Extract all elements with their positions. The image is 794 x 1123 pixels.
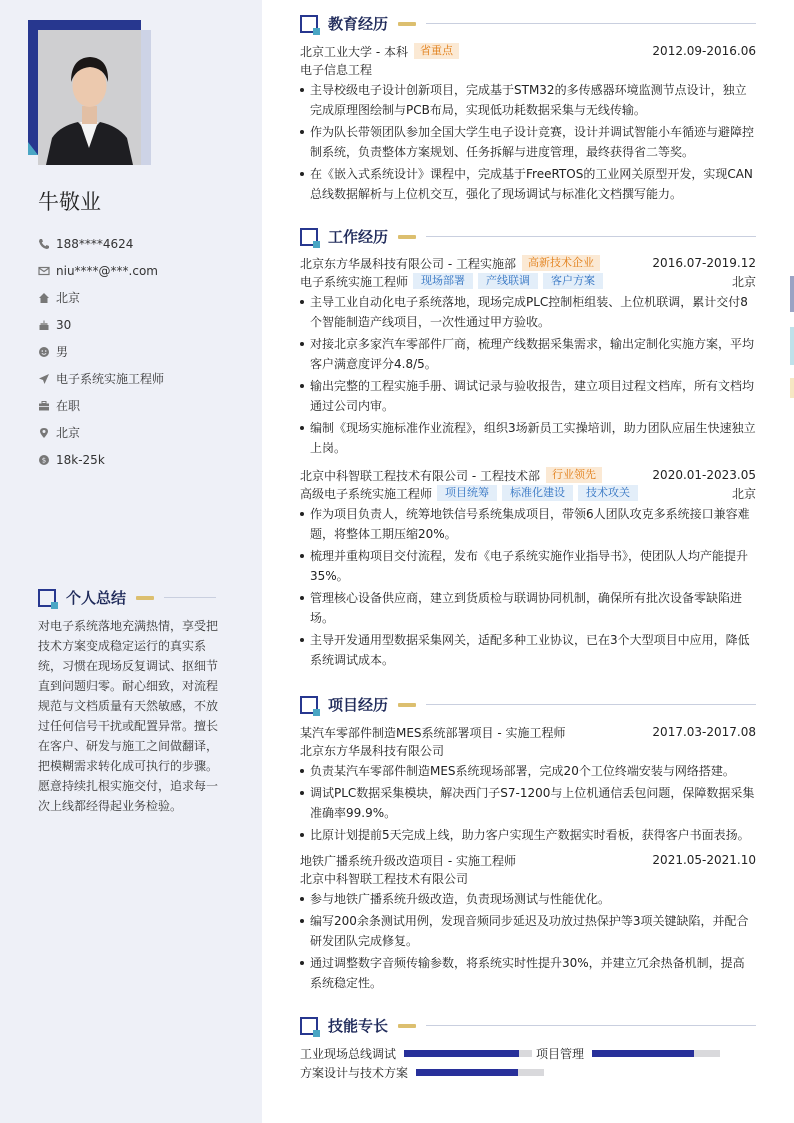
- skills-header: [300, 1015, 756, 1036]
- job-role-row: [300, 484, 756, 502]
- skill-name: 项目管理: [536, 1046, 585, 1061]
- mail-icon: [38, 265, 50, 277]
- skills-list: [300, 1044, 756, 1081]
- section-gold-bar: [398, 235, 416, 239]
- education-bullets: [300, 80, 756, 204]
- info-email: [38, 257, 248, 284]
- skill-bar: [416, 1069, 544, 1076]
- list-item: 参与地铁广播系统升级改造，负责现场测试与性能优化。: [300, 889, 756, 909]
- list-item: 对接北京多家汽车零部件厂商，梳理产线数据采集需求，输出定制化实施方案，平均客户满意度评分4.8/5。: [300, 334, 756, 374]
- info-status: [38, 392, 248, 419]
- section-divider: [426, 1025, 756, 1026]
- skill-bar-fill: [404, 1050, 519, 1057]
- section-gold-bar: [398, 1024, 416, 1028]
- skill-name: 方案设计与技术方案: [300, 1065, 409, 1080]
- skill-item: [300, 1044, 532, 1062]
- section-divider: [426, 236, 756, 237]
- job-company: 北京东方华晟科技有限公司 - 工程实施部: [300, 256, 516, 271]
- info-location: [38, 284, 248, 311]
- info-phone-text: 188****4624: [56, 236, 134, 251]
- project-date: 2021.05-2021.10: [652, 853, 756, 867]
- info-target-city-text: 北京: [56, 426, 81, 440]
- education-major: 电子信息工程: [300, 62, 373, 77]
- skill-name: 工业现场总线调试: [300, 1046, 397, 1061]
- section-square-icon: [38, 589, 56, 607]
- list-item: 编制《现场实施标准作业流程》，组织3场新员工实操培训，助力团队应届生快速独立上岗。: [300, 418, 756, 458]
- summary-header: [38, 587, 222, 608]
- info-phone: [38, 230, 248, 257]
- list-item: 作为队长带领团队参加全国大学生电子设计竞赛，设计并调试智能小车循迹与避障控制系统，负责整体方案规划、任务拆解与进度管理，最终获得省二等奖。: [300, 122, 756, 162]
- job-skill-tag: 技术攻关: [578, 485, 638, 501]
- list-item: 调试PLC数据采集模块，解决西门子S7-1200与上位机通信丢包问题，保障数据采集准确率99.9%。: [300, 783, 756, 823]
- job-header-row: [300, 254, 756, 272]
- list-item: 管理核心设备供应商，建立到货质检与联调协同机制，确保所有批次设备零缺陷进场。: [300, 588, 756, 628]
- projects-title: 项目经历: [328, 696, 389, 714]
- job-role: 电子系统实施工程师: [300, 274, 409, 289]
- job-role: 高级电子系统实施工程师: [300, 486, 433, 501]
- section-gold-bar: [136, 596, 154, 600]
- sidebar: [0, 0, 262, 1123]
- photo-frame-triangle: [28, 142, 38, 155]
- project-header-row: [300, 851, 756, 869]
- job-company: 北京中科智联工程技术有限公司 - 工程技术部: [300, 468, 540, 483]
- section-square-icon: [300, 696, 318, 714]
- project-company: 北京东方华晟科技有限公司: [300, 743, 445, 758]
- summary-title: 个人总结: [66, 589, 127, 607]
- project-entry-2: [300, 851, 756, 995]
- project-bullets: [300, 889, 756, 993]
- work-title: 工作经历: [328, 228, 389, 246]
- education-date: 2012.09-2016.06: [652, 44, 756, 58]
- info-position: [38, 365, 248, 392]
- skill-bar: [404, 1050, 532, 1057]
- list-item: 通过调整数字音频传输参数，将系统实时性提升30%，并建立冗余热备机制，提高系统稳定性。: [300, 953, 756, 993]
- summary-text: 对电子系统落地充满热情，享受把技术方案变成稳定运行的真实系统，习惯在现场反复调试、抠细节直到问题归零。耐心细致，对流程规范与文档质量有天然敏感，不放过任何信号干扰或配置异常。擅长在客户、研发与施工之间做翻译，把模糊需求转化成可执行的步骤。愿意持续扎根实施交付，追求每一次上线都经得起业务检验。: [38, 619, 219, 813]
- skills-title: 技能专长: [328, 1017, 389, 1035]
- education-tag: 省重点: [414, 43, 459, 59]
- section-gold-bar: [398, 22, 416, 26]
- info-target-city: [38, 419, 248, 446]
- section-square-icon: [300, 15, 318, 33]
- work-header: [300, 226, 756, 247]
- svg-text:$: $: [41, 456, 47, 465]
- education-header: [300, 13, 756, 34]
- list-item: 在《嵌入式系统设计》课程中，完成基于FreeRTOS的工业网关原型开发，实现CAN总线数据解析与上位机交互，强化了现场调试与标准化文档撰写能力。: [300, 164, 756, 204]
- smiley-icon: [38, 346, 50, 358]
- project-header-row: [300, 723, 756, 741]
- project-company: 北京中科智联工程技术有限公司: [300, 871, 469, 886]
- job-header-row: [300, 466, 756, 484]
- map-pin-icon: [38, 427, 50, 439]
- edge-mark-blue: [790, 276, 794, 312]
- education-school: 北京工业大学 - 本科: [300, 44, 408, 59]
- list-item: 梳理并重构项目交付流程，发布《电子系统实施作业指导书》，使团队人均产能提升35%。: [300, 546, 756, 586]
- info-gender-text: 男: [56, 345, 69, 359]
- education-major-row: [300, 60, 756, 78]
- skill-bar-fill: [416, 1069, 518, 1076]
- work-entry-2: [300, 466, 756, 672]
- info-salary: [38, 446, 248, 473]
- avatar: [38, 30, 141, 165]
- project-company-row: [300, 741, 756, 759]
- project-bullets: [300, 761, 756, 845]
- job-bullets: [300, 504, 756, 670]
- section-square-icon: [300, 228, 318, 246]
- info-gender: [38, 338, 248, 365]
- info-position-text: 电子系统实施工程师: [56, 372, 165, 386]
- contact-info: [38, 230, 248, 473]
- project-date: 2017.03-2017.08: [652, 725, 756, 739]
- list-item: 主导开发通用型数据采集网关，适配多种工业协议，已在3个大型项目中应用，降低系统调试成本。: [300, 630, 756, 670]
- project-entry-1: [300, 723, 756, 847]
- list-item: 编写200余条测试用例，发现音频同步延迟及功放过热保护等3项关键缺陷，并配合研发团队完成修复。: [300, 911, 756, 951]
- list-item: 主导校级电子设计创新项目，完成基于STM32的多传感器环境监测节点设计，独立完成原理图绘制与PCB布局，实现低功耗数据采集与无线传输。: [300, 80, 756, 120]
- info-email-text: niu****@***.com: [56, 263, 158, 278]
- job-role-row: [300, 272, 756, 290]
- job-city: 北京: [731, 274, 756, 289]
- education-entry: [300, 42, 756, 206]
- job-date: 2020.01-2023.05: [652, 468, 756, 482]
- info-age-text: 30: [56, 317, 72, 332]
- job-bullets: [300, 292, 756, 458]
- skill-item: [536, 1044, 720, 1062]
- job-date: 2016.07-2019.12: [652, 256, 756, 270]
- work-entry-1: [300, 254, 756, 460]
- info-salary-text: 18k-25k: [56, 452, 105, 467]
- job-city: 北京: [731, 486, 756, 501]
- info-status-text: 在职: [56, 399, 81, 413]
- section-gold-bar: [398, 703, 416, 707]
- edge-mark-gold: [790, 378, 794, 398]
- section-divider: [164, 597, 216, 598]
- section-square-icon: [300, 1017, 318, 1035]
- briefcase-icon: [38, 400, 50, 412]
- home-icon: [38, 292, 50, 304]
- list-item: 主导工业自动化电子系统落地，现场完成PLC控制柜组装、上位机联调，累计交付8个智能制造产线项目，一次性通过甲方验收。: [300, 292, 756, 332]
- skill-bar-fill: [592, 1050, 694, 1057]
- project-name: 某汽车零部件制造MES系统部署项目 - 实施工程师: [300, 725, 566, 740]
- skill-bar: [592, 1050, 720, 1057]
- job-skill-tag: 项目统筹: [437, 485, 497, 501]
- project-company-row: [300, 869, 756, 887]
- projects-header: [300, 694, 756, 715]
- list-item: 作为项目负责人，统筹地铁信号系统集成项目，带领6人团队攻克多系统接口兼容难题，将整体工期压缩20%。: [300, 504, 756, 544]
- send-icon: [38, 373, 50, 385]
- job-skill-tag: 客户方案: [543, 273, 603, 289]
- project-name: 地铁广播系统升级改造项目 - 实施工程师: [300, 853, 516, 868]
- job-company-tag: 行业领先: [546, 467, 602, 483]
- job-skill-tag: 现场部署: [413, 273, 473, 289]
- list-item: 输出完整的工程实施手册、调试记录与验收报告，建立项目过程文档库，所有文档均通过公司内审。: [300, 376, 756, 416]
- education-title: 教育经历: [328, 15, 389, 33]
- list-item: 比原计划提前5天完成上线，助力客户实现生产数据实时看板，获得客户书面表扬。: [300, 825, 756, 845]
- education-header-row: [300, 42, 756, 60]
- section-divider: [426, 704, 756, 705]
- job-skill-tag: 产线联调: [478, 273, 538, 289]
- info-location-text: 北京: [56, 291, 81, 305]
- info-age: [38, 311, 248, 338]
- job-skill-tag: 标准化建设: [502, 485, 573, 501]
- cake-icon: [38, 319, 50, 331]
- edge-mark-teal: [790, 327, 794, 365]
- section-divider: [426, 23, 756, 24]
- phone-icon: [38, 238, 50, 250]
- candidate-name: 牛敬业: [38, 190, 101, 214]
- list-item: 负责某汽车零部件制造MES系统现场部署，完成20个工位终端安装与网络搭建。: [300, 761, 756, 781]
- money-icon: [38, 454, 50, 466]
- photo-frame-light: [141, 30, 151, 165]
- skill-item: [300, 1063, 544, 1081]
- job-company-tag: 高新技术企业: [522, 255, 600, 271]
